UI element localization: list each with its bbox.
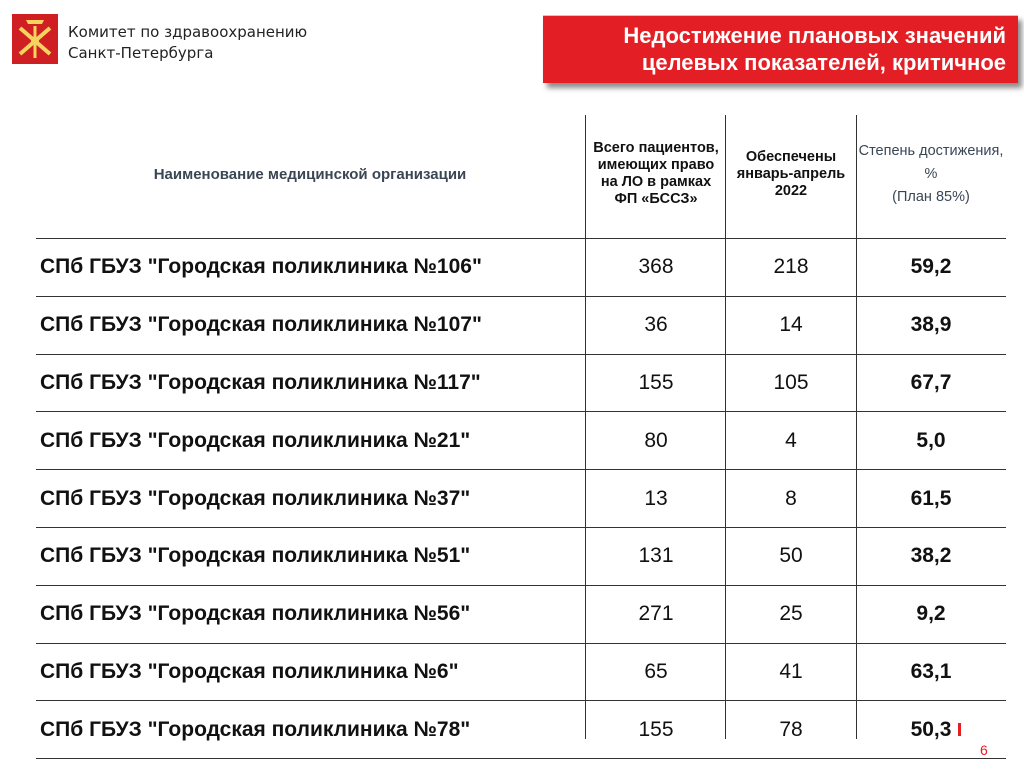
spb-coat-of-arms-icon (12, 14, 58, 64)
table-row (36, 469, 1006, 527)
cell-organization-name: СПб ГБУЗ "Городская поликлиника №106" (40, 255, 482, 279)
cell-total-patients: 131 (638, 544, 674, 568)
cell-provided: 41 (779, 659, 803, 683)
table-row (36, 354, 1006, 412)
cell-provided: 105 (773, 370, 809, 394)
cell-provided: 14 (779, 313, 803, 337)
table-row (36, 527, 1006, 585)
cell-provided: 78 (779, 717, 803, 741)
cell-achievement-degree: 38,9 (910, 313, 952, 337)
cell-achievement-degree: 38,2 (910, 544, 952, 568)
cell-provided: 218 (773, 255, 809, 279)
column-header-provided: Обеспечены январь-апрель 2022 (736, 148, 846, 199)
cell-total-patients: 155 (638, 370, 674, 394)
cell-total-patients: 368 (638, 255, 674, 279)
cell-achievement-degree: 5,0 (916, 428, 946, 452)
table-row (36, 411, 1006, 469)
cell-total-patients: 13 (644, 486, 668, 510)
cell-organization-name: СПб ГБУЗ "Городская поликлиника №51" (40, 544, 471, 568)
cell-achievement-degree: 67,7 (910, 370, 952, 394)
committee-line-1: Комитет по здравоохранению (68, 23, 308, 41)
column-header-total: Всего пациентов, имеющих право на ЛО в рамках ФП «БССЗ» (593, 140, 719, 207)
column-header-degree-line-1: Степень достижения, (858, 142, 1004, 159)
cell-organization-name: СПб ГБУЗ "Городская поликлиника №107" (40, 313, 482, 337)
table-row (36, 238, 1006, 296)
cell-total-patients: 65 (644, 659, 668, 683)
cell-achievement-degree: 61,5 (910, 486, 952, 510)
cell-achievement-degree: 9,2 (916, 602, 946, 626)
committee-name (68, 22, 307, 64)
cell-organization-name: СПб ГБУЗ "Городская поликлиника №78" (40, 717, 471, 741)
cell-achievement-degree: 50,3 (910, 717, 952, 741)
cell-organization-name: СПб ГБУЗ "Городская поликлиника №117" (40, 370, 481, 394)
cell-total-patients: 36 (644, 313, 668, 337)
column-header-degree (856, 110, 1006, 238)
cell-provided: 25 (779, 602, 803, 626)
committee-line-2: Санкт-Петербурга (68, 44, 214, 62)
logo-graphic (12, 14, 58, 64)
column-header-degree-line-3: (План 85%) (892, 188, 970, 205)
cell-provided: 8 (785, 486, 797, 510)
slide-title-banner (543, 15, 1018, 83)
cell-total-patients: 271 (638, 602, 674, 626)
cell-organization-name: СПб ГБУЗ "Городская поликлиника №21" (40, 428, 471, 452)
cell-achievement-degree: 59,2 (910, 255, 952, 279)
cell-total-patients: 80 (644, 428, 668, 452)
column-header-degree-line-2: % (924, 165, 938, 182)
cell-organization-name: СПб ГБУЗ "Городская поликлиника №56" (40, 602, 471, 626)
column-header-name: Наименование медицинской организации (153, 165, 467, 183)
cell-total-patients: 155 (638, 717, 674, 741)
table-row (36, 585, 1006, 643)
cell-achievement-degree: 63,1 (910, 659, 952, 683)
cell-organization-name: СПб ГБУЗ "Городская поликлиника №6" (40, 659, 459, 683)
table-row (36, 296, 1006, 354)
table-row (36, 700, 1006, 759)
cell-provided: 4 (785, 428, 797, 452)
table-header (36, 110, 1006, 238)
slide-title: Недостижение плановых значений целевых показателей, критичное (623, 23, 1006, 75)
red-marker (958, 723, 961, 736)
page-number: 6 (980, 742, 988, 758)
cell-organization-name: СПб ГБУЗ "Городская поликлиника №37" (40, 486, 471, 510)
table-row (36, 643, 1006, 701)
data-table (36, 238, 1006, 759)
cell-provided: 50 (779, 544, 803, 568)
